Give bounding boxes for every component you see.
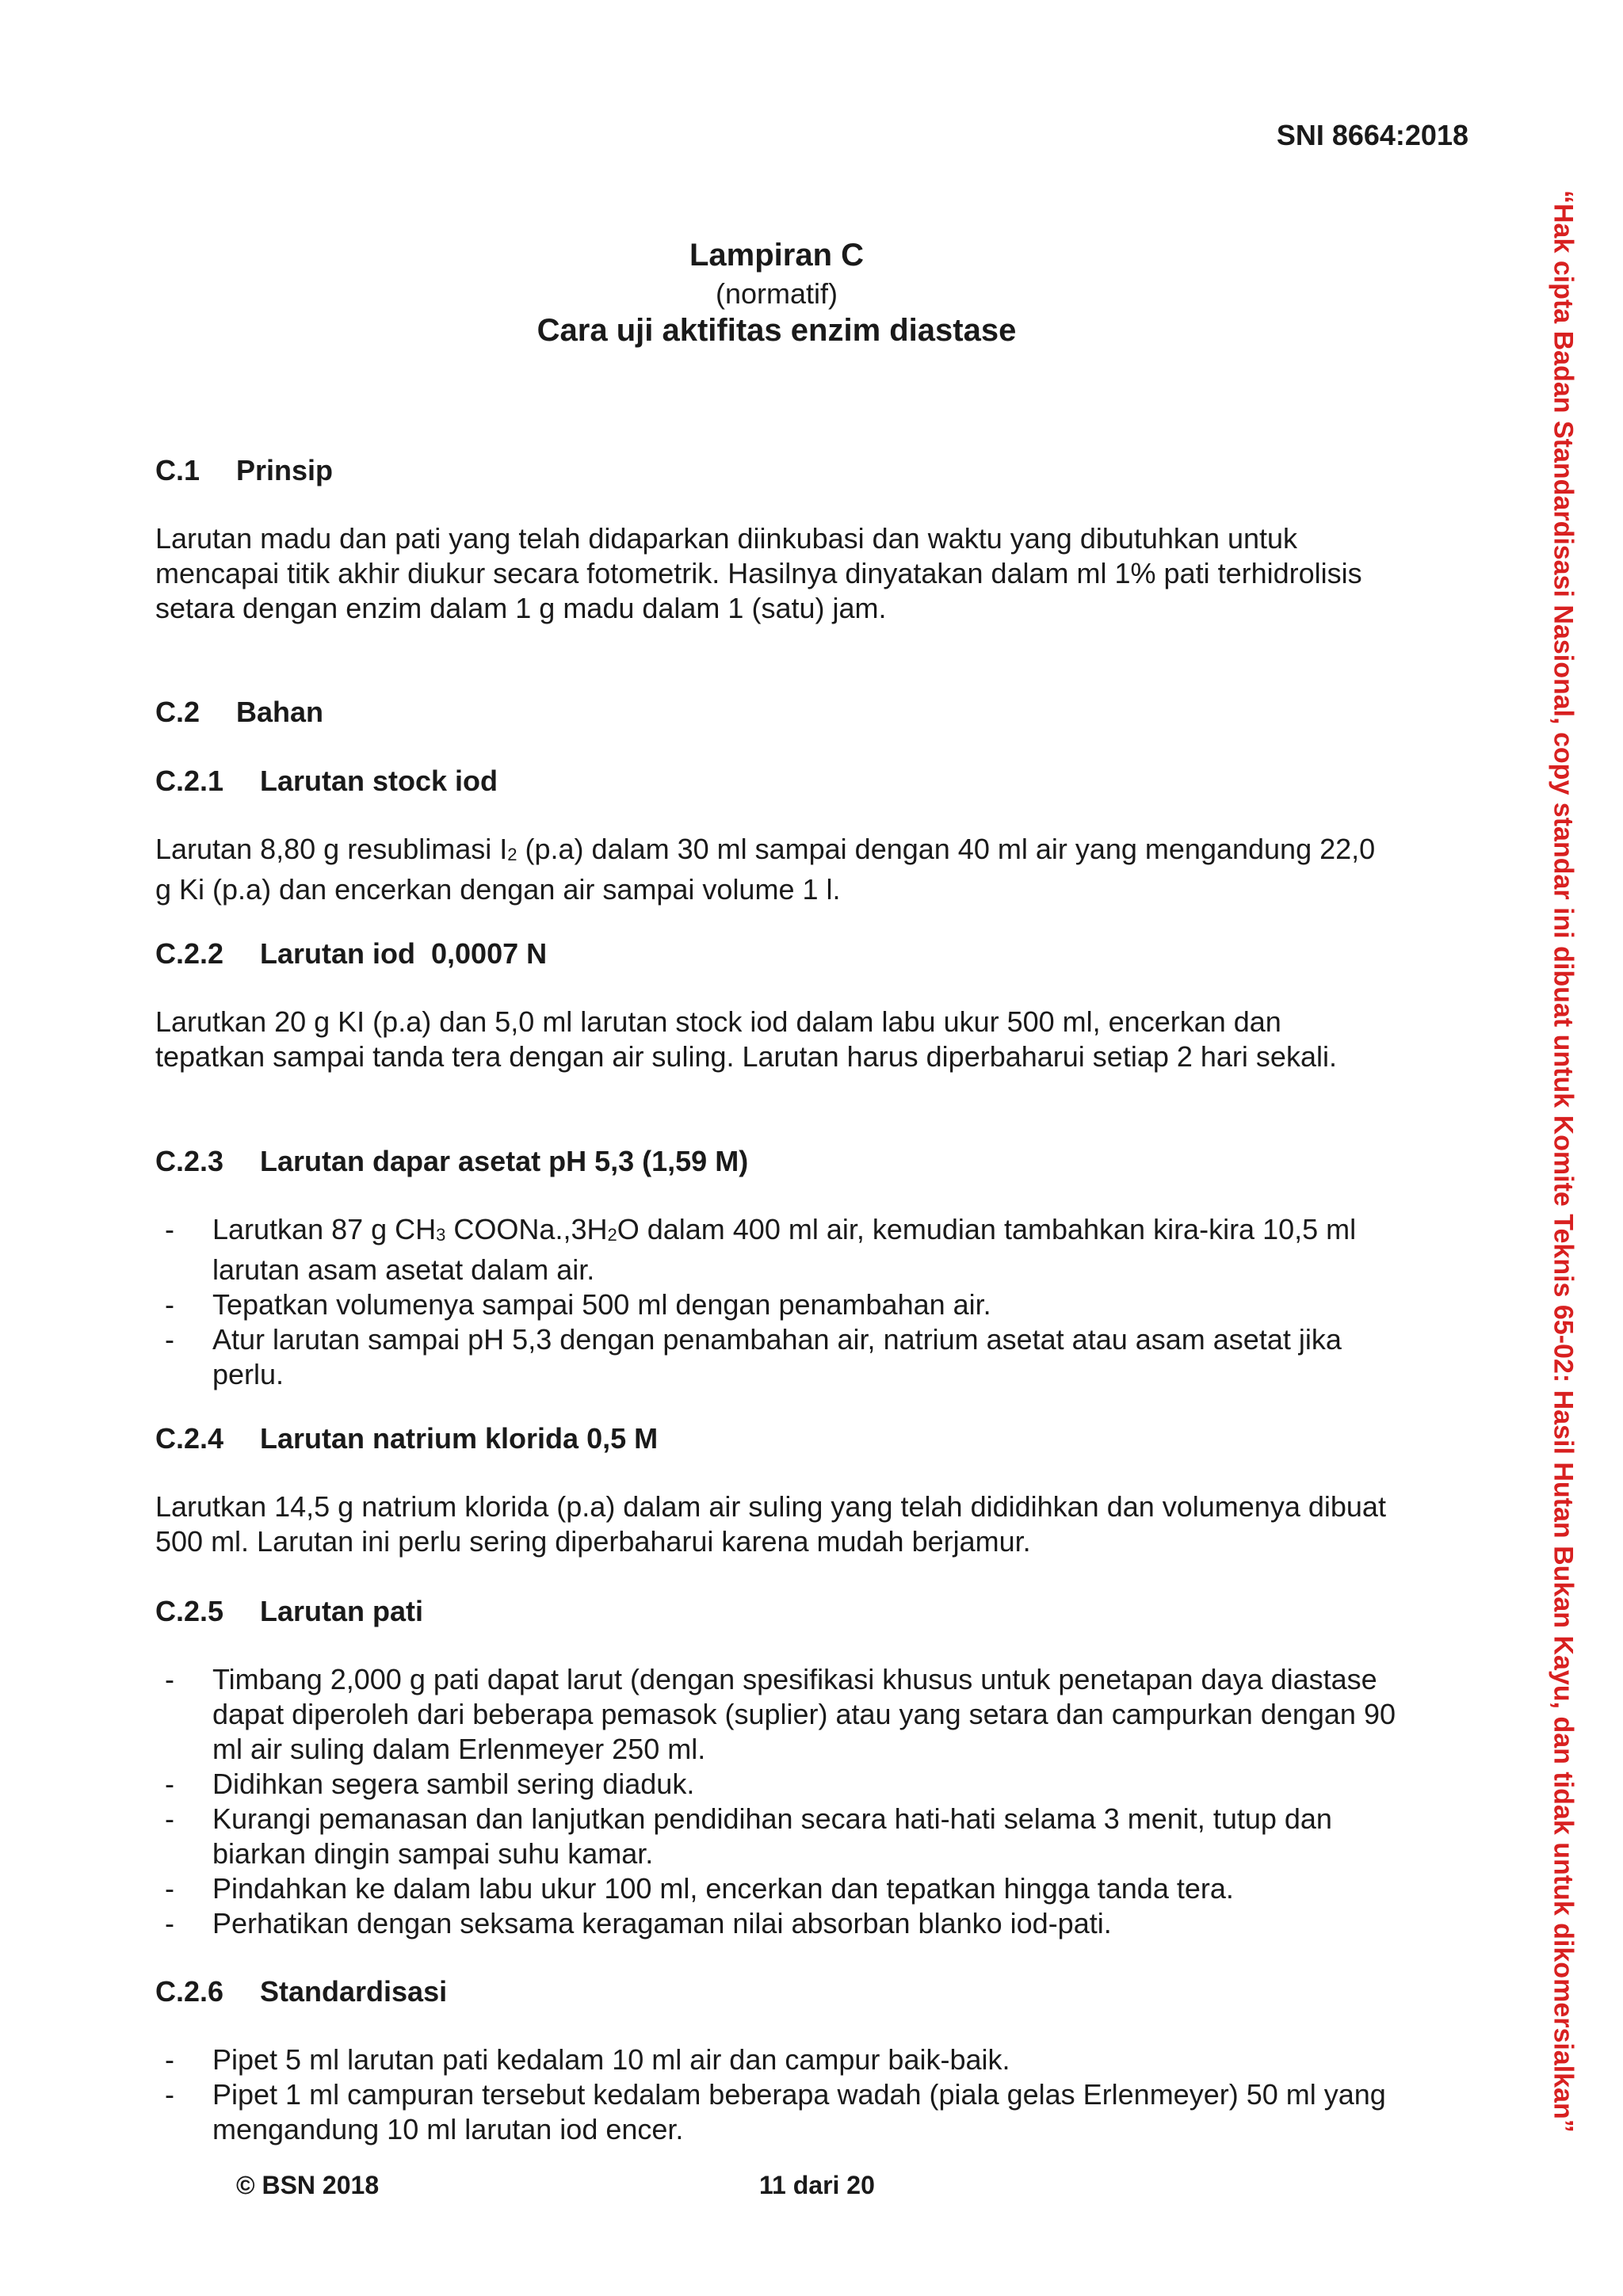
section-c1-paragraph: Larutan madu dan pati yang telah didaparkan diinkubasi dan waktu yang dibutuhkan untuk mencapai titik akhir diukur secara fotometrik. Hasilnya dinyatakan dalam ml 1% pati terhidrolisis setara dengan enzim dalam 1 g madu dalam 1 (satu) jam. — [155, 522, 1362, 624]
list-item: - Atur larutan sampai pH 5,3 dengan penambahan air, natrium asetat atau asam asetat jika perlu. — [165, 1323, 1342, 1390]
section-number: C.2 — [155, 696, 200, 728]
section-title: Standardisasi — [260, 1975, 448, 2008]
list-item: - Pindahkan ke dalam labu ukur 100 ml, encerkan dan tepatkan hingga tanda tera. — [165, 1872, 1234, 1905]
section-number: C.2.1 — [155, 765, 224, 797]
appendix-type: (normatif) — [715, 277, 838, 310]
section-title: Larutan stock iod — [260, 765, 498, 797]
section-c2-heading — [155, 696, 323, 729]
section-number: C.2.4 — [155, 1422, 224, 1455]
section-c26-list — [155, 2042, 1400, 2147]
section-title: Larutan iod 0,0007 N — [260, 937, 548, 970]
section-c24-paragraph: Larutkan 14,5 g natrium klorida (p.a) dalam air suling yang telah dididihkan dan volumenya dibuat 500 ml. Larutan ini perlu sering diperbaharui karena mudah berjamur. — [155, 1490, 1386, 1558]
watermark-text: “Hak cipta Badan Standardisasi Nasional, copy standar ini dibuat untuk Komite Teknis 65-02: Hasil Hutan Bukan Kayu, dan tidak untuk dikomersialkan” — [1548, 189, 1579, 2133]
section-c26-heading — [155, 1975, 447, 2008]
list-item: - Pipet 1 ml campuran tersebut kedalam beberapa wadah (piala gelas Erlenmeyer) 50 ml yang mengandung 10 ml larutan iod encer. — [165, 2078, 1386, 2145]
section-number: C.2.5 — [155, 1595, 224, 1627]
section-c1-heading — [155, 454, 333, 487]
list-item: - Timbang 2,000 g pati dapat larut (dengan spesifikasi khusus untuk penetapan daya diastase dapat diperoleh dari beberapa pemasok (suplier) atau yang setara dan campurkan dengan 90 ml air suling dalam Erlenmeyer 250 ml. — [165, 1663, 1396, 1765]
list-item: - Pipet 5 ml larutan pati kedalam 10 ml air dan campur baik-baik. — [165, 2043, 1010, 2076]
footer-copyright: © BSN 2018 — [236, 2171, 380, 2199]
section-c22-paragraph: Larutkan 20 g KI (p.a) dan 5,0 ml larutan stock iod dalam labu ukur 500 ml, encerkan dan tepatkan sampai tanda tera dengan air suling. Larutan harus diperbaharui setiap 2 hari sekali. — [155, 1005, 1337, 1073]
section-number: C.1 — [155, 454, 200, 486]
appendix-name: Cara uji aktifitas enzim diastase — [537, 313, 1017, 348]
section-title: Bahan — [236, 696, 324, 728]
list-item: - Kurangi pemanasan dan lanjutkan pendidihan secara hati-hati selama 3 menit, tutup dan biarkan dingin sampai suhu kamar. — [165, 1802, 1332, 1870]
section-c21-paragraph: Larutan 8,80 g resublimasi $I_2$ (p.a) dalam 30 ml sampai dengan 40 ml air yang mengandung 22,0 g Ki (p.a) dan encerkan dengan air sampai volume 1 l. — [155, 833, 1376, 906]
section-c25-heading — [155, 1595, 423, 1628]
footer-page-number: 11 dari 20 — [759, 2171, 875, 2199]
section-number: C.2.3 — [155, 1145, 224, 1177]
section-c25-list — [155, 1662, 1415, 1941]
section-number: C.2.2 — [155, 937, 224, 970]
section-c23-list — [155, 1212, 1415, 1392]
document-standard-number: SNI 8664:2018 — [1276, 119, 1468, 151]
section-number: C.2.6 — [155, 1975, 224, 2008]
section-c22-heading — [155, 937, 547, 971]
section-c24-heading — [155, 1422, 658, 1455]
section-title: Larutan pati — [260, 1595, 424, 1627]
section-title: Prinsip — [236, 454, 334, 486]
list-item: - Tepatkan volumenya sampai 500 ml dengan penambahan air. — [165, 1288, 991, 1321]
copyright-watermark — [1539, 181, 1587, 2142]
appendix-title: Lampiran C — [689, 238, 865, 273]
section-c23-heading — [155, 1145, 748, 1178]
section-c21-heading — [155, 765, 498, 798]
section-title: Larutan natrium klorida 0,5 M — [260, 1422, 659, 1455]
section-title: Larutan dapar asetat pH 5,3 (1,59 M) — [260, 1145, 749, 1177]
list-item: - Didihkan segera sambil sering diaduk. — [165, 1768, 695, 1800]
list-item: - Perhatikan dengan seksama keragaman nilai absorban blanko iod-pati. — [165, 1907, 1112, 1939]
list-item: - Larutkan 87 g $CH_3$ $COONa.,3H_2O$ dalam 400 ml air, kemudian tambahkan kira-kira 10,5 ml larutan asam asetat dalam air. — [165, 1213, 1357, 1286]
